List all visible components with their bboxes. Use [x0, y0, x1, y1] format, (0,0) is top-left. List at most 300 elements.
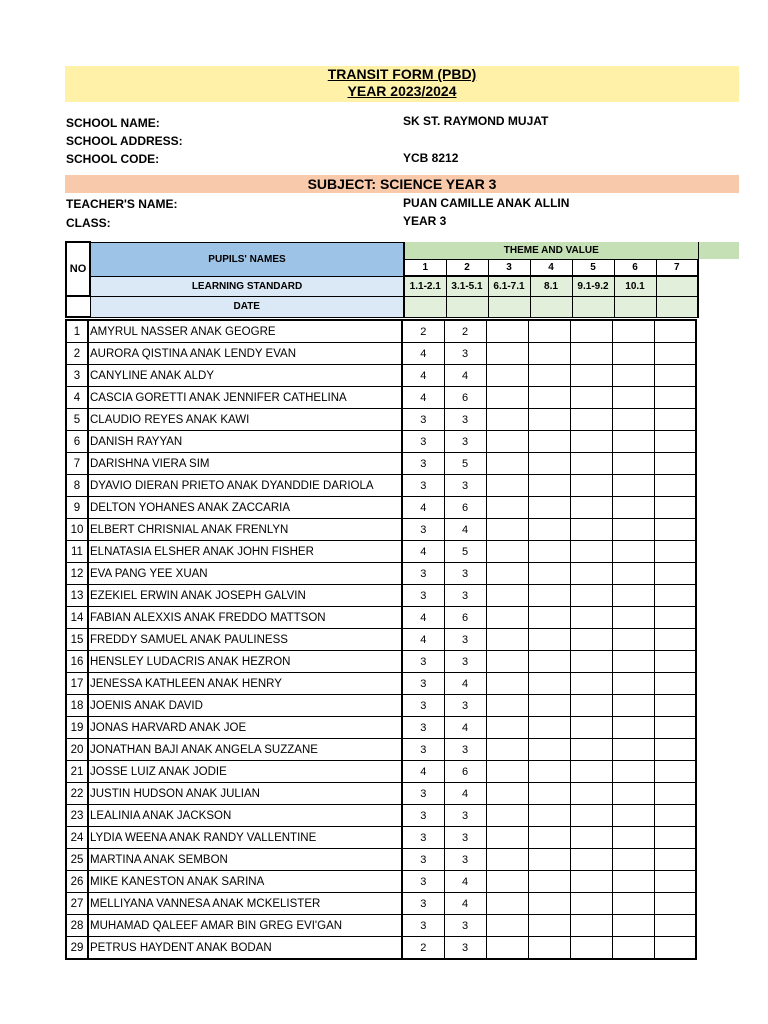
score-cell [654, 805, 696, 827]
score-cell [612, 497, 654, 519]
table-row [66, 783, 696, 805]
score-cell [486, 915, 528, 937]
score-cell: 4 [444, 871, 486, 893]
score-cell [486, 871, 528, 893]
score-cell [654, 497, 696, 519]
row-number: 10 [66, 519, 88, 541]
score-cell [654, 915, 696, 937]
score-cell [528, 871, 570, 893]
score-cell [486, 431, 528, 453]
table-row [66, 871, 696, 893]
score-cell [612, 387, 654, 409]
score-cell [654, 585, 696, 607]
score-cell [570, 695, 612, 717]
row-number: 8 [66, 475, 88, 497]
row-number: 26 [66, 871, 88, 893]
score-cell [654, 629, 696, 651]
score-cell: 3 [402, 717, 444, 739]
score-cell [528, 695, 570, 717]
score-cell [570, 871, 612, 893]
score-cell [528, 607, 570, 629]
pupil-name: MIKE KANESTON ANAK SARINA [88, 871, 402, 893]
score-cell [612, 519, 654, 541]
score-cell: 3 [402, 783, 444, 805]
learning-standard-cell: 6.1-7.1 [488, 276, 530, 296]
score-cell [570, 915, 612, 937]
table-row [66, 343, 696, 365]
row-number: 13 [66, 585, 88, 607]
pupil-name: JONAS HARVARD ANAK JOE [88, 717, 402, 739]
table-row [66, 695, 696, 717]
score-cell: 4 [402, 607, 444, 629]
score-cell [528, 343, 570, 365]
score-cell [612, 541, 654, 563]
learning-standard-cell: 10.1 [614, 276, 656, 296]
score-cell [528, 673, 570, 695]
score-cell: 3 [402, 673, 444, 695]
pupil-name: MELLIYANA VANNESA ANAK MCKELISTER [88, 893, 402, 915]
table-row [66, 673, 696, 695]
score-cell [654, 541, 696, 563]
learning-standard-header: LEARNING STANDARD [90, 276, 404, 296]
score-cell [654, 673, 696, 695]
score-cell: 3 [402, 475, 444, 497]
score-cell: 3 [402, 871, 444, 893]
score-cell [570, 651, 612, 673]
theme-and-value-header: THEME AND VALUE [404, 242, 698, 259]
pupil-name: PETRUS HAYDENT ANAK BODAN [88, 937, 402, 960]
score-cell [612, 827, 654, 849]
date-cell [614, 296, 656, 317]
score-cell: 4 [444, 783, 486, 805]
score-cell: 3 [444, 563, 486, 585]
score-cell [570, 497, 612, 519]
theme-number: 1 [404, 259, 446, 276]
score-cell [486, 519, 528, 541]
score-cell: 3 [444, 475, 486, 497]
date-header: DATE [90, 296, 404, 317]
score-cell [570, 541, 612, 563]
score-cell [570, 453, 612, 475]
row-number: 23 [66, 805, 88, 827]
table-row [66, 739, 696, 761]
score-cell [528, 717, 570, 739]
score-cell [528, 475, 570, 497]
score-cell [654, 607, 696, 629]
score-cell: 4 [444, 893, 486, 915]
score-cell: 3 [402, 585, 444, 607]
pupil-name: FABIAN ALEXXIS ANAK FREDDO MATTSON [88, 607, 402, 629]
row-number: 7 [66, 453, 88, 475]
table-row [66, 915, 696, 937]
score-cell [528, 320, 570, 343]
score-cell: 3 [402, 915, 444, 937]
score-cell [528, 431, 570, 453]
score-cell: 2 [402, 937, 444, 960]
score-cell [654, 761, 696, 783]
score-cell [612, 739, 654, 761]
score-cell: 2 [402, 320, 444, 343]
score-cell: 3 [444, 431, 486, 453]
score-cell [570, 320, 612, 343]
pupil-table [65, 319, 697, 960]
pupil-name: CLAUDIO REYES ANAK KAWI [88, 409, 402, 431]
score-cell: 3 [402, 409, 444, 431]
score-cell: 6 [444, 607, 486, 629]
learning-standard-cell: 8.1 [530, 276, 572, 296]
score-cell [528, 783, 570, 805]
row-number: 18 [66, 695, 88, 717]
spacer-cell [698, 296, 740, 317]
pupil-name: ELBERT CHRISNIAL ANAK FRENLYN [88, 519, 402, 541]
score-cell [528, 893, 570, 915]
score-cell: 5 [444, 541, 486, 563]
score-cell [486, 585, 528, 607]
score-cell: 4 [444, 673, 486, 695]
score-cell [612, 673, 654, 695]
score-cell: 3 [402, 849, 444, 871]
score-cell [612, 805, 654, 827]
score-cell: 3 [402, 563, 444, 585]
date-cell [404, 296, 446, 317]
pupil-name: DARISHNA VIERA SIM [88, 453, 402, 475]
score-cell: 3 [402, 739, 444, 761]
score-cell [612, 783, 654, 805]
score-cell: 4 [402, 365, 444, 387]
score-cell [612, 849, 654, 871]
title-band [65, 66, 739, 102]
theme-number: 2 [446, 259, 488, 276]
score-cell [528, 629, 570, 651]
score-cell [570, 519, 612, 541]
row-number: 4 [66, 387, 88, 409]
table-row [66, 563, 696, 585]
score-cell [486, 717, 528, 739]
score-cell [528, 387, 570, 409]
pupil-name: AURORA QISTINA ANAK LENDY EVAN [88, 343, 402, 365]
score-cell [654, 563, 696, 585]
score-cell [528, 585, 570, 607]
score-cell [612, 695, 654, 717]
spacer-cell [698, 276, 740, 296]
row-number: 11 [66, 541, 88, 563]
row-number: 19 [66, 717, 88, 739]
score-cell [528, 761, 570, 783]
table-row [66, 475, 696, 497]
score-cell: 4 [402, 387, 444, 409]
score-cell [486, 695, 528, 717]
score-cell: 3 [444, 695, 486, 717]
score-cell [654, 893, 696, 915]
score-cell [612, 871, 654, 893]
score-cell [654, 365, 696, 387]
score-cell [570, 387, 612, 409]
table-header [65, 241, 741, 318]
score-cell [528, 915, 570, 937]
row-number: 2 [66, 343, 88, 365]
score-cell: 6 [444, 387, 486, 409]
score-cell: 4 [444, 365, 486, 387]
table-row [66, 893, 696, 915]
score-cell [486, 761, 528, 783]
score-cell [486, 827, 528, 849]
pupil-name: HENSLEY LUDACRIS ANAK HEZRON [88, 651, 402, 673]
score-cell [570, 739, 612, 761]
table-row [66, 409, 696, 431]
score-cell [612, 893, 654, 915]
score-cell [654, 320, 696, 343]
score-cell [528, 497, 570, 519]
row-number: 1 [66, 320, 88, 343]
no-column-header: NO [66, 242, 90, 296]
score-cell [528, 519, 570, 541]
score-cell: 3 [444, 849, 486, 871]
score-cell [528, 453, 570, 475]
table-row [66, 651, 696, 673]
score-cell [528, 805, 570, 827]
score-cell: 4 [402, 497, 444, 519]
score-cell [570, 827, 612, 849]
score-cell [486, 453, 528, 475]
score-cell [654, 937, 696, 960]
row-number: 28 [66, 915, 88, 937]
row-number: 5 [66, 409, 88, 431]
score-cell [486, 893, 528, 915]
score-cell [528, 827, 570, 849]
score-cell [654, 827, 696, 849]
score-cell: 4 [402, 761, 444, 783]
score-cell: 5 [444, 453, 486, 475]
score-cell: 2 [444, 320, 486, 343]
pupil-name: EZEKIEL ERWIN ANAK JOSEPH GALVIN [88, 585, 402, 607]
score-cell [570, 431, 612, 453]
school-name-label: SCHOOL NAME: [66, 116, 160, 130]
score-cell [486, 783, 528, 805]
score-cell [570, 629, 612, 651]
row-number: 21 [66, 761, 88, 783]
score-cell [654, 343, 696, 365]
table-row [66, 431, 696, 453]
score-cell [654, 387, 696, 409]
score-cell [528, 541, 570, 563]
learning-standard-cell [656, 276, 698, 296]
score-cell [486, 320, 528, 343]
score-cell [486, 629, 528, 651]
score-cell [486, 651, 528, 673]
table-row [66, 387, 696, 409]
score-cell [528, 739, 570, 761]
score-cell [528, 849, 570, 871]
row-number: 25 [66, 849, 88, 871]
class-label: CLASS: [66, 216, 111, 230]
score-cell [654, 475, 696, 497]
score-cell [570, 343, 612, 365]
theme-header-extension [698, 242, 740, 259]
score-cell [654, 783, 696, 805]
school-name-value: SK ST. RAYMOND MUJAT [403, 114, 549, 128]
row-number: 12 [66, 563, 88, 585]
score-cell [570, 563, 612, 585]
table-row [66, 585, 696, 607]
score-cell [570, 783, 612, 805]
score-cell: 4 [444, 519, 486, 541]
score-cell: 3 [444, 409, 486, 431]
score-cell: 4 [402, 629, 444, 651]
pupil-name: ELNATASIA ELSHER ANAK JOHN FISHER [88, 541, 402, 563]
table-row [66, 827, 696, 849]
teacher-name-label: TEACHER'S NAME: [66, 197, 178, 211]
learning-standard-cell: 9.1-9.2 [572, 276, 614, 296]
score-cell [486, 541, 528, 563]
score-cell [654, 453, 696, 475]
score-cell [486, 607, 528, 629]
pupil-name: MARTINA ANAK SEMBON [88, 849, 402, 871]
score-cell: 3 [444, 827, 486, 849]
score-cell [612, 937, 654, 960]
score-cell [570, 937, 612, 960]
date-cell [488, 296, 530, 317]
score-cell [612, 651, 654, 673]
class-value: YEAR 3 [403, 214, 447, 228]
score-cell: 3 [444, 651, 486, 673]
score-cell [570, 761, 612, 783]
pupil-name: FREDDY SAMUEL ANAK PAULINESS [88, 629, 402, 651]
score-cell: 3 [402, 695, 444, 717]
pupil-name: EVA PANG YEE XUAN [88, 563, 402, 585]
score-cell [570, 607, 612, 629]
score-cell: 3 [402, 651, 444, 673]
theme-number: 3 [488, 259, 530, 276]
pupil-name: JUSTIN HUDSON ANAK JULIAN [88, 783, 402, 805]
pupil-name: JOSSE LUIZ ANAK JODIE [88, 761, 402, 783]
theme-number: 5 [572, 259, 614, 276]
score-cell [570, 849, 612, 871]
learning-standard-cell: 1.1-2.1 [404, 276, 446, 296]
school-code-label: SCHOOL CODE: [66, 152, 160, 166]
subject-band [65, 175, 739, 193]
score-cell [528, 937, 570, 960]
row-number: 16 [66, 651, 88, 673]
score-cell [570, 805, 612, 827]
table-row [66, 717, 696, 739]
pupil-name: LEALINIA ANAK JACKSON [88, 805, 402, 827]
score-cell [570, 717, 612, 739]
school-code-value: YCB 8212 [403, 151, 459, 165]
score-cell: 3 [402, 453, 444, 475]
score-cell [570, 475, 612, 497]
score-cell [570, 585, 612, 607]
form-title: TRANSIT FORM (PBD) [327, 66, 477, 82]
score-cell: 3 [444, 343, 486, 365]
row-number: 22 [66, 783, 88, 805]
score-cell [486, 673, 528, 695]
score-cell [486, 849, 528, 871]
date-cell [572, 296, 614, 317]
score-cell [486, 409, 528, 431]
score-cell [654, 409, 696, 431]
score-cell [486, 387, 528, 409]
pupil-name: JOENIS ANAK DAVID [88, 695, 402, 717]
score-cell [486, 365, 528, 387]
row-number: 6 [66, 431, 88, 453]
score-cell: 3 [402, 827, 444, 849]
table-row [66, 937, 696, 960]
score-cell [612, 585, 654, 607]
learning-standard-cell: 3.1-5.1 [446, 276, 488, 296]
score-cell [570, 365, 612, 387]
score-cell: 4 [444, 717, 486, 739]
score-cell: 4 [402, 541, 444, 563]
score-cell [570, 409, 612, 431]
school-address-label: SCHOOL ADDRESS: [66, 134, 183, 148]
table-row [66, 629, 696, 651]
score-cell [612, 320, 654, 343]
score-cell [612, 563, 654, 585]
score-cell [570, 893, 612, 915]
table-row [66, 761, 696, 783]
pupil-name: DANISH RAYYAN [88, 431, 402, 453]
row-number: 29 [66, 937, 88, 960]
score-cell: 3 [444, 937, 486, 960]
score-cell [486, 475, 528, 497]
score-cell [486, 739, 528, 761]
row-number: 17 [66, 673, 88, 695]
subject-title: SUBJECT: SCIENCE YEAR 3 [307, 176, 497, 192]
score-cell [570, 673, 612, 695]
score-cell: 4 [402, 343, 444, 365]
score-cell [612, 453, 654, 475]
row-number: 24 [66, 827, 88, 849]
pupil-name: JENESSA KATHLEEN ANAK HENRY [88, 673, 402, 695]
score-cell [654, 651, 696, 673]
score-cell: 3 [444, 915, 486, 937]
score-cell [612, 475, 654, 497]
form-year: YEAR 2023/2024 [347, 83, 457, 99]
score-cell [654, 739, 696, 761]
row-number: 9 [66, 497, 88, 519]
table-row [66, 519, 696, 541]
table-row [66, 365, 696, 387]
row-number: 27 [66, 893, 88, 915]
table-row [66, 320, 696, 343]
date-cell [530, 296, 572, 317]
score-cell: 3 [444, 585, 486, 607]
pupil-name: AMYRUL NASSER ANAK GEOGRE [88, 320, 402, 343]
table-row [66, 805, 696, 827]
row-number: 3 [66, 365, 88, 387]
table-row [66, 849, 696, 871]
score-cell [654, 695, 696, 717]
score-cell: 6 [444, 761, 486, 783]
score-cell [486, 805, 528, 827]
pupil-name: CASCIA GORETTI ANAK JENNIFER CATHELINA [88, 387, 402, 409]
teacher-name-value: PUAN CAMILLE ANAK ALLIN [403, 196, 570, 210]
table-row [66, 453, 696, 475]
score-cell [612, 409, 654, 431]
theme-number: 6 [614, 259, 656, 276]
score-cell [486, 937, 528, 960]
score-cell [654, 871, 696, 893]
score-cell [612, 343, 654, 365]
score-cell [654, 717, 696, 739]
score-cell [612, 607, 654, 629]
score-cell [612, 761, 654, 783]
table-row [66, 607, 696, 629]
score-cell [486, 497, 528, 519]
pupil-name: LYDIA WEENA ANAK RANDY VALLENTINE [88, 827, 402, 849]
score-cell [654, 519, 696, 541]
table-row [66, 541, 696, 563]
